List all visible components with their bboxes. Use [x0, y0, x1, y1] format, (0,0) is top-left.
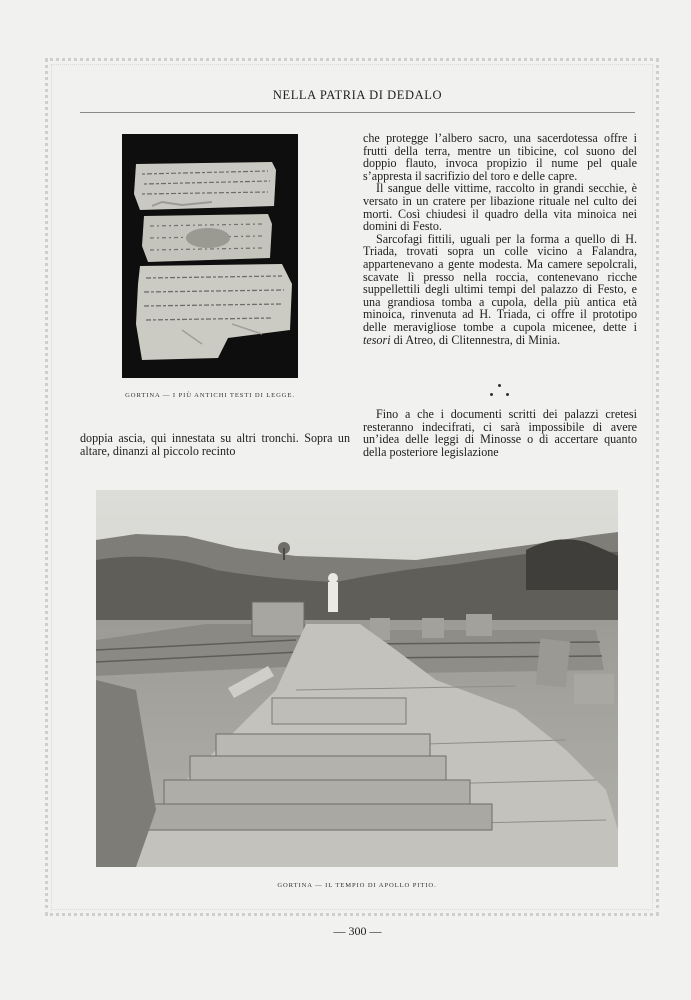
paragraph: Fino a che i documenti scritti dei palazzi cretesi resteranno indecifrati, ci sarà impossibile di avere un’idea delle leggi di Minosse o di accertare quanto della posteriore legislazione [363, 407, 637, 459]
running-head: NELLA PATRIA DI DEDALO [272, 88, 443, 102]
italic-term: tesori [363, 332, 391, 347]
figure-caption-tablets: GORTINA — I PIÙ ANTICHI TESTI DI LEGGE. [125, 392, 295, 399]
section-break-asterism [488, 384, 512, 400]
figure-caption-temple: GORTINA — IL TEMPIO DI APOLLO PITIO. [277, 882, 437, 889]
right-column-text [363, 132, 637, 346]
right-column-text-continued [363, 408, 637, 458]
paragraph: che protegge l’albero sacro, una sacerdotessa offre i frutti della terra, mentre un tibicine, col suono del doppio flauto, invoca propizio il nume pel quale s’appresta il sacrifizio del toro e delle capre. [363, 131, 637, 183]
left-column-text [80, 432, 350, 457]
photo-law-tablets [122, 134, 298, 378]
page-number: — 300 — [333, 924, 382, 938]
paragraph: Il sangue delle vittime, raccolto in grandi secchie, è versato in un cratere per libazione rituale nel culto dei morti. Così chiudesi il quadro della vita minoica nei domini di Festo. [363, 181, 637, 234]
paragraph-text: Sarcofagi fittili, uguali per la forma a quello di H. Triada, trovati sopra un colle vicino a Falandra, appartenevano a gente modesta. Ma camere sepolcrali, scavate lì presso nella roccia, contenevano ricche suppellettili degli ultimi tempi del palazzo di Festo, e una grandiosa tomba a cupola, della più antica età minoica, rinvenuta ad H. Triada, ci offre il prototipo delle meravigliose tombe a cupola micenee, dette i [363, 231, 637, 334]
paragraph: doppia ascia, qui innestata su altri tronchi. Sopra un altare, dinanzi al piccolo recinto [80, 431, 350, 458]
photo-temple-of-apollo [96, 490, 618, 867]
paragraph-end: di Atreo, di Clitennestra, di Minia. [390, 332, 561, 347]
paragraph [363, 233, 637, 346]
header-rule [80, 112, 635, 113]
